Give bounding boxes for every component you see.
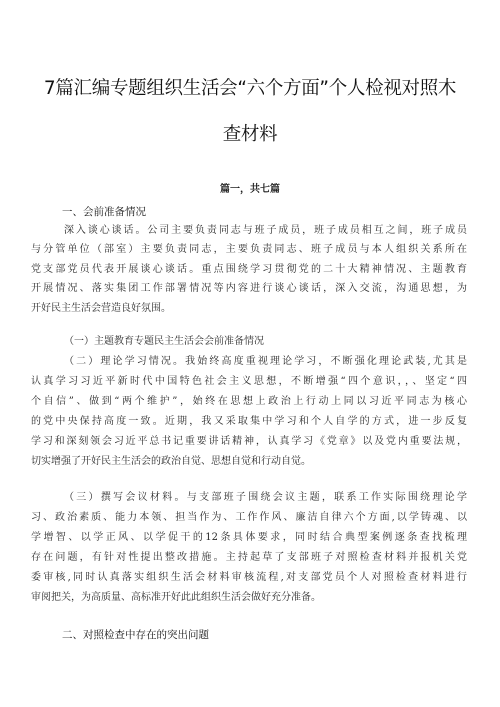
document-title-line-2: 查材料 (222, 124, 278, 145)
paragraph-line: 审阅把关，为高质量、高标准开好此此组织生活会做好充分准备。 (31, 592, 321, 603)
paragraph-line: 委审核,同时认真落实组织生活会材料审核流程,对支部党员个人对照检查材料进行 (31, 572, 467, 583)
paragraph-line: 的党中央保持高度一致。近期，我又采取集中学习和个人自学的方式，进一步反复 (31, 416, 467, 427)
paragraph-line: 切实增强了开好民主生活会的政治自觉、思想自觉和行动自觉。 (31, 456, 311, 467)
list-item-heading: （一）主题教育专题民主生活会会前准备情况 (64, 336, 264, 347)
paragraph-line: 党支部党员代表开展谈心谈话。重点围绕学习贯彻党的二十大精神情况、主题教育 (31, 264, 467, 275)
paragraph-line: 深入谈心谈话。公司主要负责同志与班子成员，班子成员相互之间，班子成员 (64, 225, 467, 236)
document-title-line-1: 7篇汇编专题组织生活会“六个方面”个人检视对照木 (43, 78, 457, 99)
paragraph-line: 存在问题，有针对性提出整改措施。主持起草了支部班子对照检查材料并报机关党 (31, 552, 467, 563)
paragraph-line: 开好民主生活会营造良好氛围。 (31, 303, 171, 314)
paragraph-line: 与分管单位（部室）主要负责同志，主要负责同志、班子成员与本人组织关系所在 (31, 244, 467, 255)
paragraph-line: （二）理论学习情况。我始终高度重视理论学习，不断强化理论武装,尤其是 (64, 356, 467, 367)
paragraph-line: （三）撰写会议材料。与支部班子围绕会议主题，联系工作实际围绕理论学 (64, 492, 467, 503)
paragraph-line: 个自信”、做到“两个维护”，始终在思想上政治上行动上同以习近平同志为核心 (31, 396, 467, 407)
section-heading-problems: 二、对照检查中存在的突出问题 (62, 629, 209, 641)
paragraph-line: 学增智、以学正风、以学促干的12条具体要求，同时结合典型案例逐条查找梳理 (31, 532, 467, 543)
paragraph-line: 开展情况、落实集团工作部署情况等内容进行谈心谈话，深入交流，沟通思想，为 (31, 283, 467, 294)
section-heading-preparation: 一、会前准备情况 (62, 206, 146, 218)
paragraph-line: 认真学习习近平新时代中国特色社会主义思想，不断增强“四个意识，，、坚定“四 (31, 376, 467, 387)
document-subtitle: 篇一，共七篇 (220, 184, 280, 195)
paragraph-line: 习、政治素质、能力本领、担当作为、工作作风、廉洁自律六个方面,以学铸魂、以 (31, 512, 467, 523)
paragraph-line: 学习和深刻领会习近平总书记重要讲话精神，认真学习《党章》以及党内重要法规， (31, 436, 467, 447)
